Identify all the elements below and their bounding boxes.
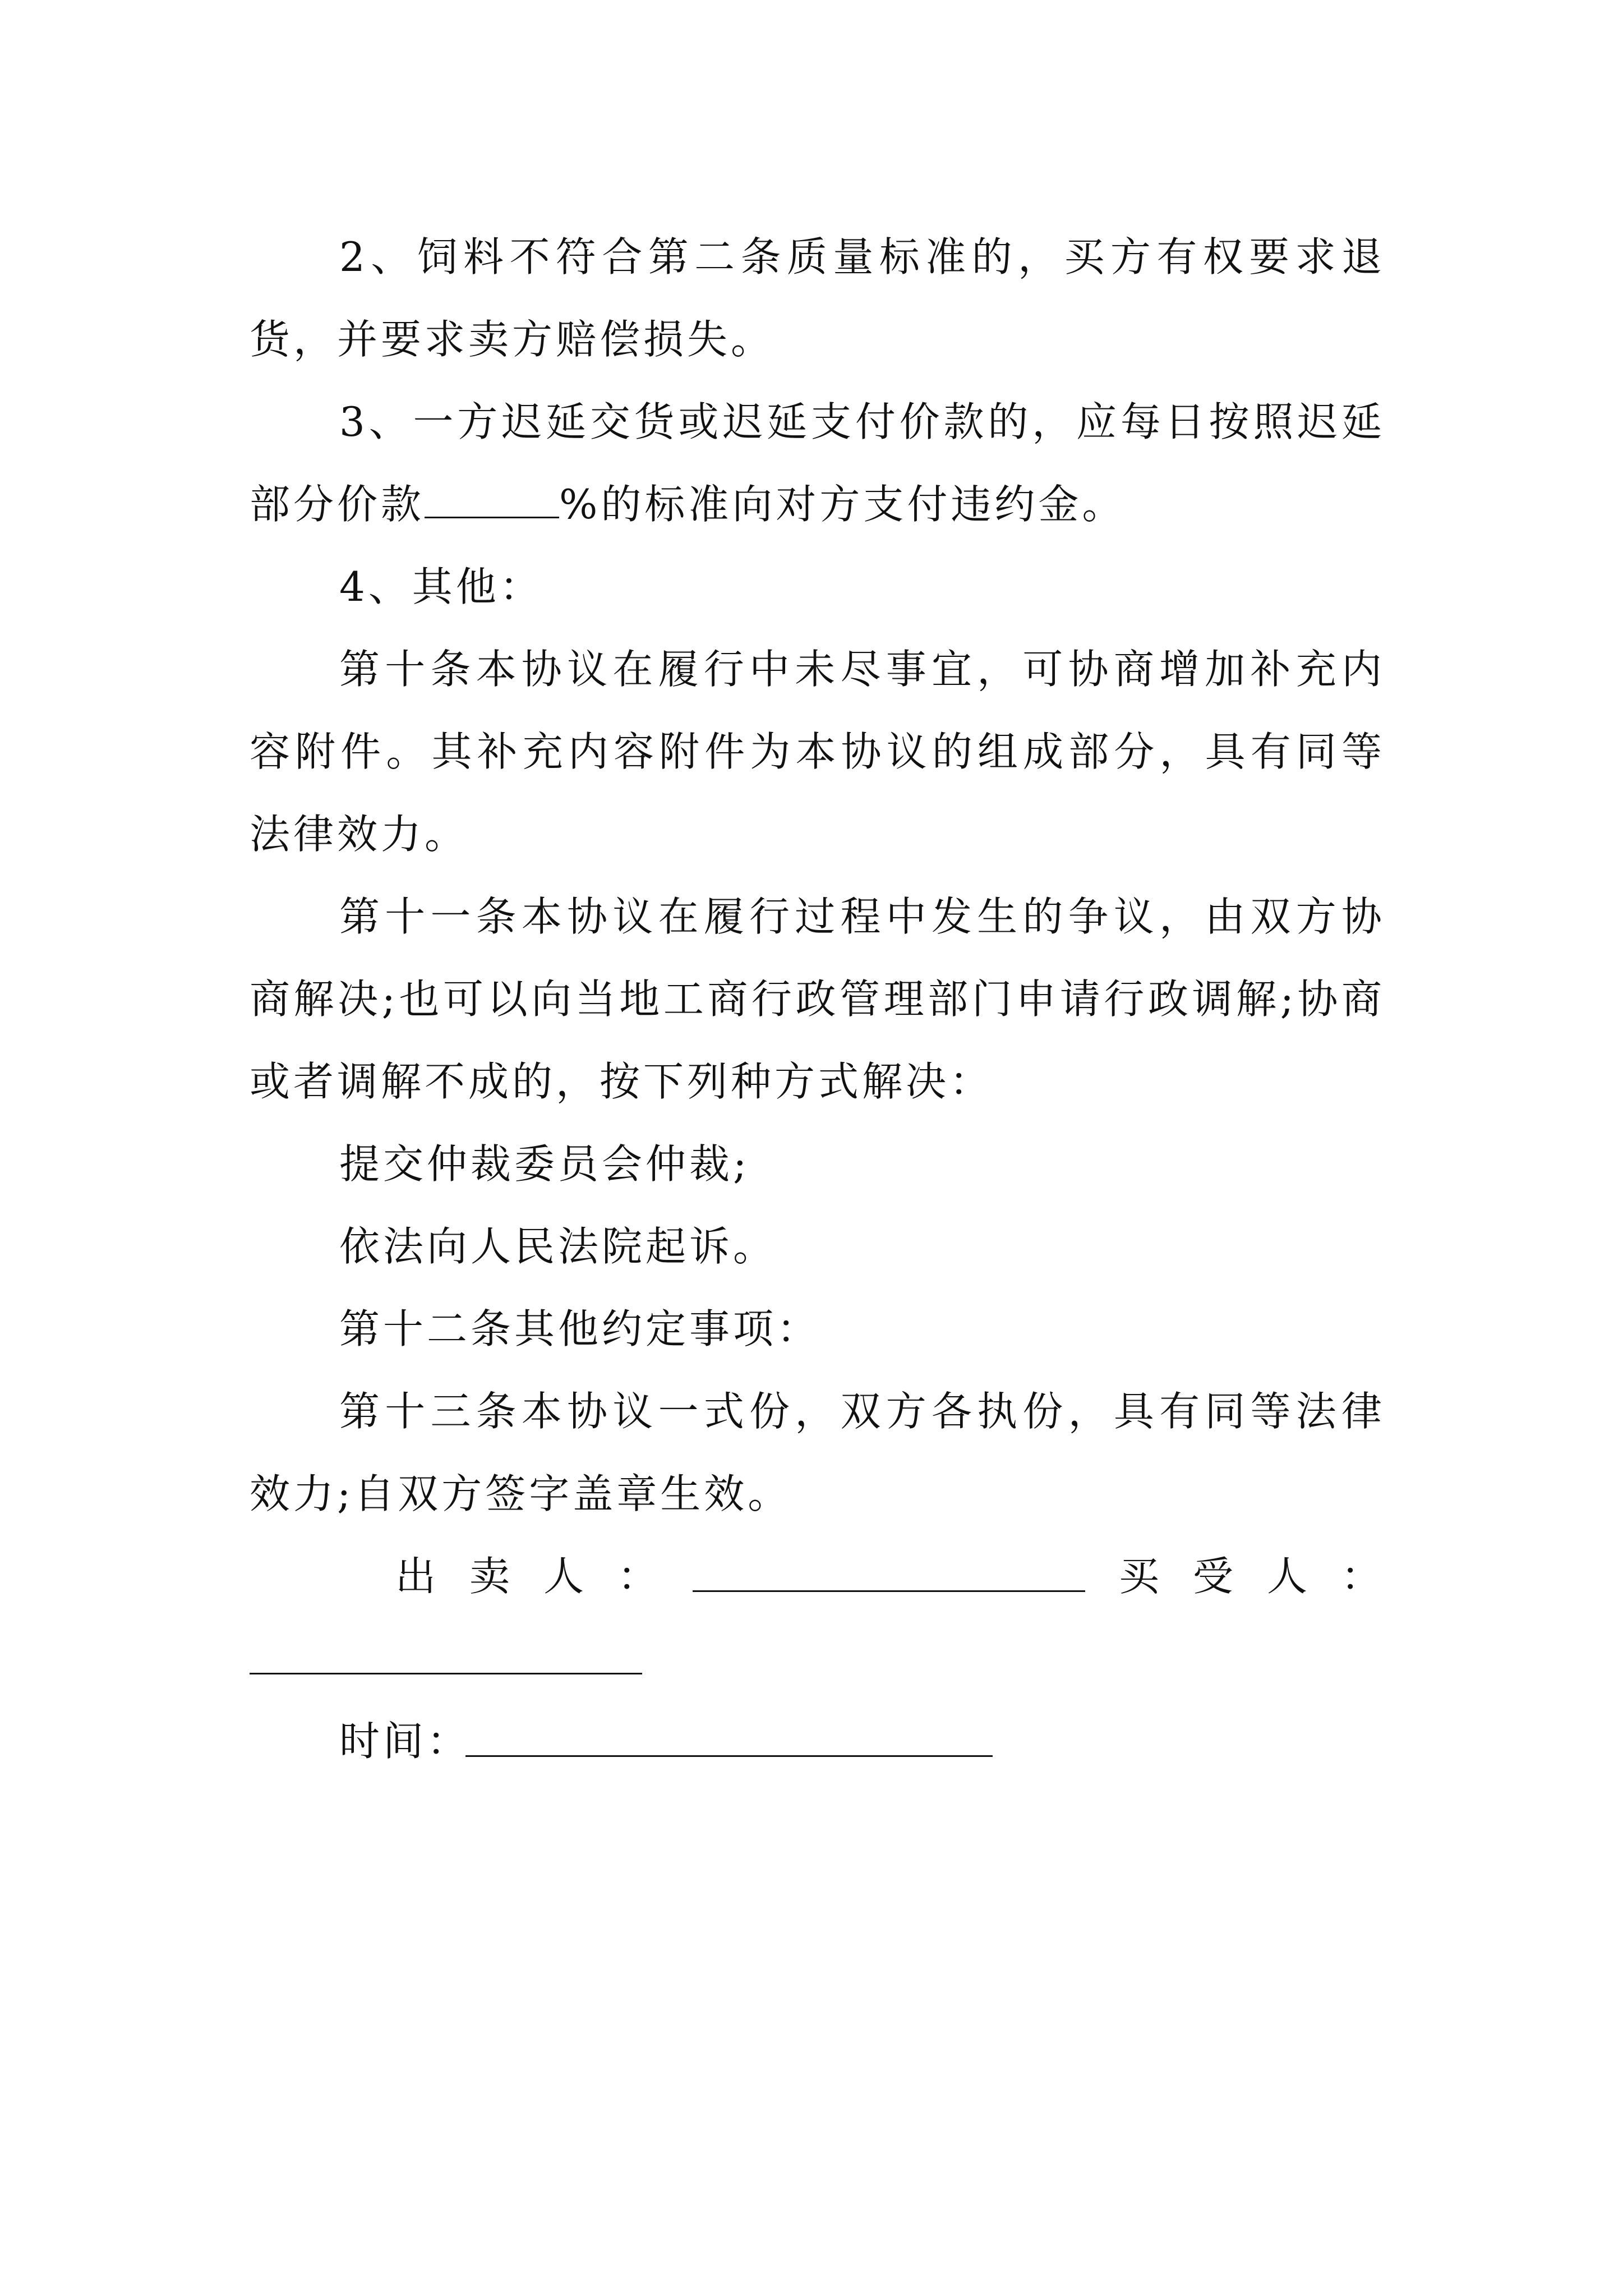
buyer-label: 买受人：: [1119, 1553, 1415, 1600]
clause-paragraph: 依法向人民法院起诉。: [339, 1223, 777, 1270]
document-body: [250, 216, 1415, 1783]
clause-paragraph: 第十一条本协议在履行过程中发生的争议，由双方协商解决;也可以向当地工商行政管理部门申请行政调解;协商或者调解不成的，按下列种方式解决：: [250, 893, 1385, 1105]
clause-paragraph: 2、饲料不符合第二条质量标准的，买方有权要求退货，并要求卖方赔偿损失。: [250, 233, 1385, 363]
signature-row: [250, 1535, 1415, 1618]
time-row: [250, 1700, 1385, 1783]
clause-paragraph: 提交仲裁委员会仲裁;: [339, 1140, 750, 1188]
buyer-signature-line[interactable]: [250, 1673, 642, 1674]
clause-text: %的标准向对方支付违约金。: [559, 481, 1126, 528]
time-line[interactable]: [465, 1755, 993, 1757]
penalty-rate-blank[interactable]: [425, 505, 559, 518]
clause-paragraph: 第十条本协议在履行中未尽事宜，可协商增加补充内容附件。其补充内容附件为本协议的组成部分，具有同等法律效力。: [250, 646, 1385, 858]
seller-label: 出卖人：: [395, 1553, 692, 1600]
time-label: 时间：: [339, 1718, 471, 1765]
clause-text: 3、一方迟延交货或迟延支付价款的，应每日按照迟延部分价款: [250, 398, 1385, 528]
clause-paragraph-penalty: [250, 381, 1385, 546]
clause-paragraph: 4、其他：: [339, 563, 543, 610]
clause-paragraph: 第十二条其他约定事项：: [339, 1305, 821, 1352]
buyer-signature-row: [250, 1618, 1385, 1700]
clause-paragraph: 第十三条本协议一式份，双方各执份，具有同等法律效力;自双方签字盖章生效。: [250, 1388, 1385, 1517]
seller-signature-line[interactable]: [693, 1590, 1085, 1592]
